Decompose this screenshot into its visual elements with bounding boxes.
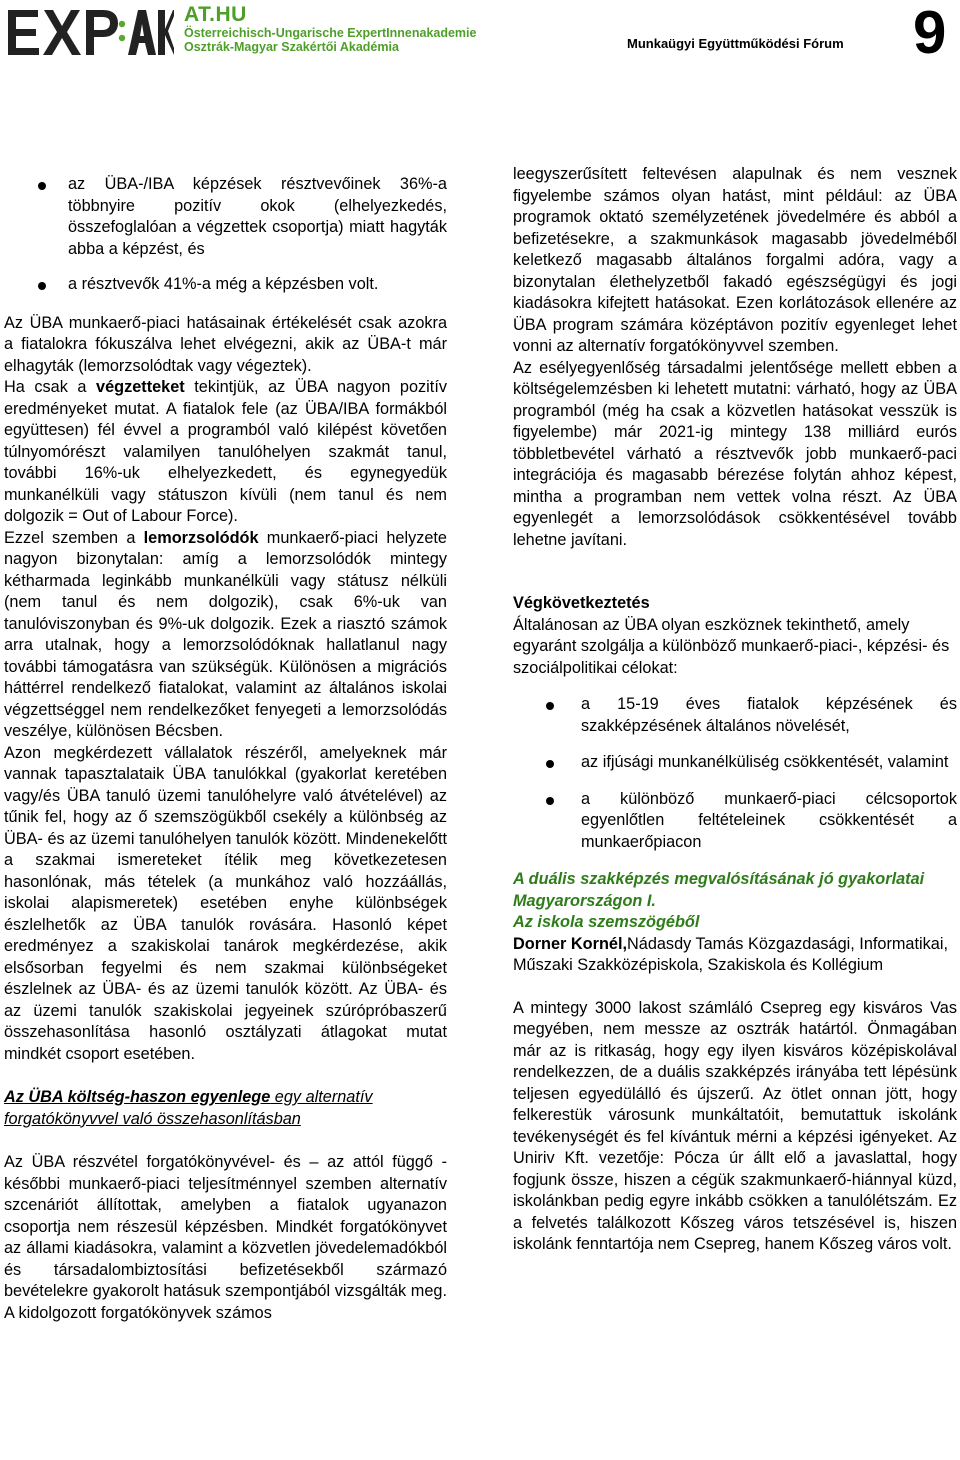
text-run: munkaerő-piaci helyzete nagyon bizonytalan: amíg a lemorzsolódók mintegy kétharmada leginkább munkanélküli vagy státusz nélküli (nem tanul és nem dolgozik), csak 6%-uk van tanulóviszonyban és 9%-uk dolgozik. Ezek a riasztó számok arra utalnak, hogy a lemorzsolódóknak hallatlanul nagy további támogatásra van szükségük. Különösen a migrációs háttérrel rendelkező fiatalokat, valamint az általános iskolai végzettséggel nem rendelkezőket fenyegeti a lemorzsolódás veszélye, különösen Bécsben. bbox=[4, 528, 447, 740]
list-item bbox=[513, 789, 957, 854]
paragraph bbox=[4, 528, 447, 743]
expak-logo-graphic bbox=[4, 2, 174, 62]
section-heading-bold: Az ÜBA költség-haszon egyenlege bbox=[4, 1088, 271, 1106]
text-run: Ezzel szemben a bbox=[4, 528, 144, 547]
athu-logo bbox=[184, 4, 484, 54]
list-item bbox=[513, 752, 957, 774]
paragraph bbox=[4, 377, 447, 528]
bold-text: végzetteket bbox=[96, 378, 185, 396]
text-run: Ha csak a bbox=[4, 378, 97, 396]
expak-logo bbox=[4, 2, 174, 67]
author-line bbox=[513, 934, 957, 977]
bullet-icon bbox=[38, 282, 46, 290]
forum-title: Munkaügyi Együttműködési Fórum bbox=[627, 36, 844, 51]
paragraph: A mintegy 3000 lakost számláló Csepreg egy kisváros Vas megyében, nem messze az osztrák határtól. Önmagában már az is ritkaság, hogy egy ilyen kisváros középiskolával rendelkezzen, de a duális szakképzés irányába tett lépésünk teljesen egyedülálló és újszerű. Az ötlet onnan jött, hogy felkerestük városunk munkáltatóit, bemutattuk iskolánk tevékenységét és fel kívántuk mérni a képzési igényeket. Az Uniriv Kft. vezetője: Pócza úr állt elő a javaslattal, hogy fogjunk össze, hiszen a cégük szakmunkaerő-hiánnyal küzd, iskolánkban pedig egyre inkább csökken a tanulólétszám. Ez a felvetés találkozott Kőszeg város tetszésével is, hiszen iskolánk fenntartója nem Csepreg, hanem Kőszeg város volt. bbox=[513, 998, 957, 1253]
bold-text: lemorzsolódók bbox=[143, 528, 259, 547]
article-title: A duális szakképzés megvalósításának jó gyakorlatai Magyarországon I. bbox=[513, 870, 925, 910]
academy-name-hungarian: Osztrák-Magyar Szakértői Akadémia bbox=[184, 40, 399, 54]
list-item-text: az ifjúsági munkanélküliség csökkentését, valamint bbox=[581, 753, 949, 771]
bullet-icon bbox=[546, 760, 554, 768]
paragraph: Az esélyegyenlőség társadalmi jelentősége mellett ebben a költségelemzésben ki lehetett mutatni: várható, hogy az ÜBA programból (még ha csak a közvetlen hatásokat vesszük is figyelembe) már 2021-ig mintegy 138 milliárd eurós többletbevétel várható a résztvevők jobb munkaerő-paci integrációja és magasabb bérezése folytán ahhoz képest, mintha a programban nem vettek volna részt. Az ÜBA egyenlegét a lemorzsolódások csökkentésével tovább lehetne javítani. bbox=[513, 358, 957, 549]
conclusion-heading: Végkövetkeztetés bbox=[513, 594, 650, 612]
paragraph: Általánosan az ÜBA olyan eszköznek tekinthető, amely egyaránt szolgálja a különböző munkaerő-piaci-, képzési- és szociálpolitikai célokat: bbox=[513, 615, 950, 677]
bullet-icon bbox=[546, 702, 554, 710]
page-number: 9 bbox=[913, 0, 947, 66]
left-column bbox=[4, 174, 447, 1324]
list-item-text: a különböző munkaerő-piaci célcsoportok egyenlőtlen feltételeinek csökkentését a munkaerőpiacon bbox=[581, 789, 957, 851]
article-subtitle: Az iskola szemszögéből bbox=[513, 913, 700, 931]
bullet-icon bbox=[546, 797, 554, 805]
paragraph: Az ÜBA munkaerő-piaci hatásainak értékelését csak azokra a fiatalokra fókuszálva lehet elvégezni, akik az ÜBA-t már elhagyták (lemorzsolódtak vagy végeztek). bbox=[4, 313, 447, 375]
list-item-text: a 15-19 éves fiatalok képzésének és szakképzésének általános növelését, bbox=[581, 695, 957, 735]
academy-name-german: Österreichisch-Ungarische ExpertInnenakademie bbox=[184, 26, 477, 40]
section-heading-rest: egy alternatív forgatókönyvvel való összehasonlításban bbox=[4, 1088, 373, 1128]
section-heading bbox=[4, 1087, 447, 1130]
list-item-text: az ÜBA-/IBA képzések résztvevőinek 36%-a többnyire pozitív okok (elhelyezkedés, összefoglalóan a végzettek csoportja) miatt hagyták abba a képzést, és bbox=[68, 175, 447, 258]
paragraph: Azon megkérdezett vállalatok részéről, amelyeknek már vannak tapasztalataik ÜBA tanulókkal (gyakorlat keretében vagy/és ÜBA tanuló üzemi tanulóhelyre való átvételével) az tűnik fel, hogy az ő szemszögükből csekély a különbség az ÜBA- és az üzemi tanulóhelyen tanulók között. Mindenekelőtt a szakmai ismereteket ítélik meg következetesen hasonlónak, más tételek (a munkához való hozzáállás, iskolai alapismeretek) esetében enyhe különbségek észlelhetők az ÜBA tanulók rovására. Hasonló képet eredményez a szakiskolai tanárok megkérdezése, akik elsősorban fegyelmi és nem szakmai különbségeket észlelnek az ÜBA- és az üzemi tanulók között. Az ÜBA- és az üzemi tanulók szakiskolai jegyeinek szúrópróbaszerű összehasonlítása hasonló osztályzati átlagokat mutat mindkét csoport esetében. bbox=[4, 743, 447, 1063]
list-item bbox=[4, 174, 447, 260]
list-item bbox=[513, 694, 957, 737]
left-bullet-list bbox=[4, 174, 447, 296]
text-run: tekintjük, az ÜBA nagyon pozitív eredményeket mutat. A fiatalok fele (az ÜBA/IBA formákból együttesen) fél évvel a programból való kilépést követően túlnyomórészt valamilyen tanulóhelyen szakmát tanul, további 16%-uk elhelyezkedett, és egynegyedük munkanélküli vagy státuszon kívüli (nem tanul és nem dolgozik = Out of Labour Force). bbox=[4, 378, 447, 525]
paragraph: Az ÜBA részvétel forgatókönyvével- és – az attól függő - későbbi munkaerő-piaci teljesítménnyel szemben alternatív szcenáriót állítottak, amelyben a fiatalok ugyanazon csoportja nem részesül képzésben. Mindkét forgatókönyvet az állami kiadásokra, valamint a közvetlen jövedelemadókból és társadalombiztosítási befizetésekből származó bevételekre gyakorolt hatásuk szempontjából vizsgálták meg. A kidolgozott forgatókönyvek számos bbox=[4, 1153, 447, 1322]
paragraph: leegyszerűsített feltevésen alapulnak és nem vesznek figyelembe számos olyan hatást, mint például: az ÜBA programok oktató személyzetének jövedelmére és abból a befizetésekre, a szakmunkások magasabb jövedelméből keletkező magasabb általános forgalmi adóra, vagy a bizonytalan élethelyzetből fakadó egészségügyi és jogi kiadásokra kifejtett hatásokat. Ezen korlátozások ellenére az ÜBA program számára középtávon pozitív egyenleget lehet vonni az alternatív forgatókönyvvel szemben. bbox=[513, 165, 957, 355]
list-item-text: a résztvevők 41%-a még a képzésben volt. bbox=[68, 275, 379, 293]
page-header bbox=[0, 0, 960, 70]
athu-logo-text: AT.HU bbox=[184, 3, 247, 26]
bullet-icon bbox=[38, 182, 46, 190]
author-affiliation: Nádasdy Tamás Közgazdasági, Informatikai, Műszaki Szakközépiskola, Szakiskola és Kollégium bbox=[513, 934, 948, 974]
right-bullet-list bbox=[513, 694, 957, 853]
author-name: Dorner Kornél, bbox=[513, 934, 627, 953]
list-item bbox=[4, 274, 447, 296]
right-column bbox=[513, 164, 957, 1256]
